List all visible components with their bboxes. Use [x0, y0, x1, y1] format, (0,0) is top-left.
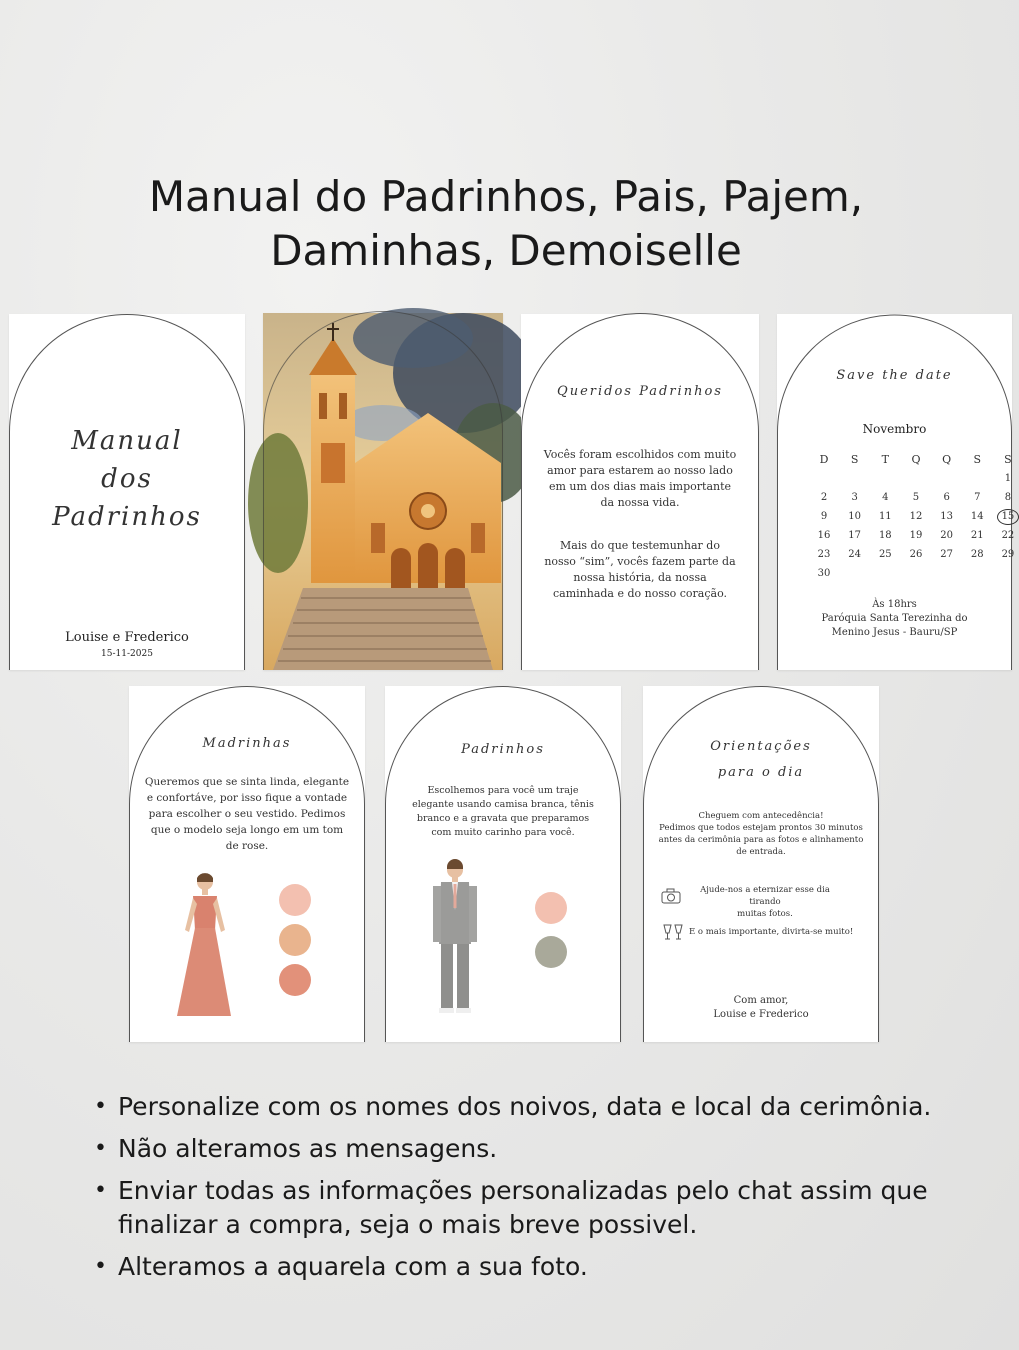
calendar-day — [966, 469, 988, 488]
save-date-heading: Save the date — [836, 368, 953, 383]
color-swatch — [279, 884, 311, 916]
card-padrinhos — [385, 686, 621, 1042]
weekday-label: T — [881, 453, 889, 466]
calendar-day: 11 — [878, 511, 892, 522]
calendar-day: 16 — [817, 530, 831, 541]
padrinhos-heading: Padrinhos — [461, 742, 545, 757]
page-title — [0, 170, 1012, 278]
text-line: caminhada e do nosso coração. — [552, 587, 728, 600]
calendar-day: 7 — [974, 492, 981, 503]
calendar-day — [997, 564, 1019, 583]
queridos-paragraph-2 — [521, 538, 759, 602]
calendar-day: 24 — [848, 549, 862, 560]
text-line: da nossa vida. — [600, 496, 680, 509]
cover-script-line: Manual — [71, 426, 183, 456]
color-swatch — [535, 892, 567, 924]
calendar-day: 5 — [912, 492, 920, 503]
feature-item — [94, 1090, 994, 1124]
text-line: para escolher o seu vestido. Pedimos — [148, 808, 346, 820]
calendar-day: 13 — [940, 511, 953, 522]
text-line: elegante usando camisa branca, tênis — [412, 799, 594, 810]
text-line: Cheguem com antecedência! — [698, 811, 824, 821]
calendar-day — [966, 564, 988, 583]
heading-line: Orientações — [710, 739, 812, 754]
feature-list — [94, 1090, 994, 1292]
weekday-label: S — [973, 453, 982, 466]
calendar-day: 17 — [848, 530, 862, 541]
heading-line: para o dia — [717, 765, 805, 780]
text-line: nossa história, da nossa — [573, 571, 707, 584]
feature-text: Alteramos a aquarela com a sua foto. — [118, 1252, 588, 1281]
camera-icon — [661, 888, 681, 904]
bridesmaid-dress-illustration — [169, 870, 239, 1020]
cover-script-line: dos — [101, 464, 153, 494]
calendar-day: 10 — [848, 511, 862, 522]
calendar-day: 22 — [1001, 530, 1015, 541]
text-line: com muito carinho para você. — [431, 827, 575, 838]
calendar-day: 23 — [817, 549, 831, 560]
ceremony-place: Paróquia Santa Terezinha do — [821, 613, 968, 624]
signature-line: Com amor, — [733, 995, 789, 1006]
text-line: Mais do que testemunhar do — [560, 539, 720, 552]
calendar-day: 20 — [940, 530, 953, 541]
madrinhas-heading: Madrinhas — [202, 736, 292, 751]
wedding-date: 15-11-2025 — [101, 649, 153, 659]
calendar-day-highlighted: 15 — [997, 509, 1019, 525]
text-line: que o modelo seja longo em um tom — [150, 824, 344, 836]
weekday-label: Q — [942, 453, 952, 466]
text-line: muitas fotos. — [737, 909, 793, 919]
queridos-paragraph-1 — [521, 447, 759, 511]
couple-names: Louise e Frederico — [65, 630, 189, 645]
orientacoes-intro — [643, 810, 879, 858]
card-queridos-padrinhos — [521, 314, 759, 670]
calendar-weekdays — [813, 450, 1019, 469]
color-swatch — [279, 924, 311, 956]
calendar-day: 1 — [1004, 473, 1012, 484]
feature-text: Enviar todas as informações personalizadas pelo chat assim que — [118, 1176, 928, 1205]
color-swatch — [279, 964, 311, 996]
calendar-grid — [813, 450, 1019, 583]
ceremony-place: Menino Jesus - Bauru/SP — [831, 627, 958, 638]
color-swatch — [535, 936, 567, 968]
champagne-glasses-icon — [661, 922, 685, 942]
calendar-day: 12 — [909, 511, 923, 522]
calendar-day: 8 — [1004, 492, 1012, 503]
queridos-heading: Queridos Padrinhos — [557, 384, 723, 399]
calendar-day: 21 — [970, 530, 984, 541]
calendar-week — [813, 564, 1019, 583]
calendar-day: 6 — [943, 492, 950, 503]
signature-line: Louise e Frederico — [713, 1009, 809, 1020]
calendar-week — [813, 488, 1019, 507]
calendar-day: 19 — [909, 530, 923, 541]
calendar-week — [813, 545, 1019, 564]
calendar-day — [936, 469, 958, 488]
card-save-the-date — [777, 314, 1015, 670]
ceremony-info — [777, 598, 1012, 640]
card-orientacoes — [643, 686, 879, 1042]
text-line: de entrada. — [736, 847, 786, 857]
calendar-week — [813, 469, 1019, 488]
feature-text: Não alteramos as mensagens. — [118, 1134, 498, 1163]
calendar-day: 29 — [1001, 549, 1015, 560]
text-line: antes da cerimônia para as fotos e alinhamento — [658, 835, 864, 845]
text-line: branco e a gravata que preparamos — [416, 813, 590, 824]
text-line: em um dos dias mais importante — [548, 480, 732, 493]
card-madrinhas — [129, 686, 365, 1042]
calendar-day: 27 — [940, 549, 953, 560]
text-line: amor para estarem ao nosso lado — [547, 464, 733, 477]
groomsman-suit-illustration — [425, 858, 485, 1018]
calendar-day: 9 — [820, 511, 828, 522]
signature — [643, 994, 879, 1022]
feature-text: finalizar a compra, seja o mais breve possivel. — [118, 1210, 698, 1239]
calendar-day: 4 — [882, 492, 889, 503]
calendar-weeks — [813, 469, 1019, 583]
weekday-label: Q — [911, 453, 921, 466]
calendar-day: 28 — [970, 549, 984, 560]
text-line: de rose. — [225, 840, 269, 852]
text-line: nosso “sim”, vocês fazem parte da — [544, 555, 736, 568]
calendar-day — [874, 564, 896, 583]
calendar-day — [813, 469, 835, 488]
calendar-day — [905, 564, 927, 583]
arch-outline — [385, 686, 621, 1042]
calendar-day: 18 — [878, 530, 892, 541]
feature-item — [94, 1250, 994, 1284]
calendar-day: 2 — [820, 492, 828, 503]
calendar-month: Novembro — [862, 422, 927, 436]
feature-item — [94, 1174, 994, 1242]
cover-script-line: Padrinhos — [52, 502, 202, 532]
feature-item — [94, 1132, 994, 1166]
calendar-day — [936, 564, 958, 583]
padrinhos-text — [385, 784, 621, 840]
text-line: e confortáve, por isso fique a vontade — [146, 792, 348, 804]
weekday-label: S — [1004, 453, 1012, 466]
orientacoes-heading — [643, 734, 879, 786]
text-line: Pedimos que todos estejam prontos 30 minutos — [659, 823, 863, 833]
card-church-watercolor — [263, 313, 503, 670]
calendar-day — [844, 564, 866, 583]
card-cover — [9, 314, 245, 670]
calendar-day: 25 — [878, 549, 892, 560]
text-line: Queremos que se sinta linda, elegante — [144, 776, 350, 788]
calendar-week — [813, 526, 1019, 545]
church-watercolor-illustration — [263, 313, 503, 670]
calendar-day: 30 — [817, 568, 831, 579]
feature-text: Personalize com os nomes dos noivos, data e local da cerimônia. — [118, 1092, 932, 1121]
text-line: Ajude-nos a eternizar esse dia tirando — [700, 885, 830, 907]
calendar-day — [874, 469, 896, 488]
calendar-day — [844, 469, 866, 488]
madrinhas-text — [129, 774, 365, 854]
calendar-day — [905, 469, 927, 488]
text-line: Escolhemos para você um traje — [427, 785, 579, 796]
weekday-label: S — [850, 453, 859, 466]
title-line-2: Daminhas, Demoiselle — [270, 226, 742, 275]
calendar-week — [813, 507, 1019, 526]
calendar-day: 14 — [970, 511, 984, 522]
tip-fun: E o mais importante, divirta-se muito! — [689, 927, 854, 937]
title-line-1: Manual do Padrinhos, Pais, Pajem, — [148, 172, 864, 221]
text-line: Vocês foram escolhidos com muito — [543, 448, 737, 461]
ceremony-time: Às 18hrs — [872, 599, 917, 610]
weekday-label: D — [819, 453, 829, 466]
calendar-day: 26 — [909, 549, 923, 560]
tip-photos — [685, 884, 845, 920]
calendar-day: 3 — [851, 492, 858, 503]
cover-script-title — [9, 422, 245, 536]
